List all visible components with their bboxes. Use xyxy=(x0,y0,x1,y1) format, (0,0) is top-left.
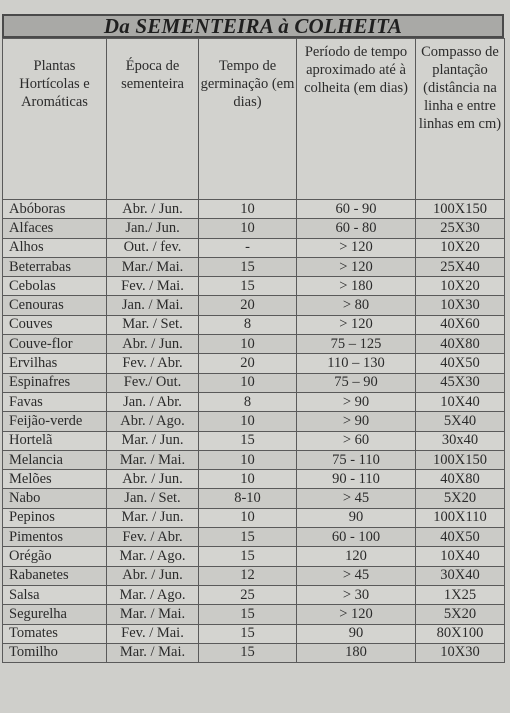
cell-sowing-period: Jan. / Set. xyxy=(107,489,199,508)
planting-table xyxy=(2,38,505,663)
cell-sowing-period: Fev. / Mai. xyxy=(107,277,199,296)
cell-sowing-period: Mar. / Mai. xyxy=(107,605,199,624)
cell-sowing-period: Mar. / Mai. xyxy=(107,450,199,469)
cell-harvest-days: > 60 xyxy=(297,431,416,450)
cell-harvest-days: 120 xyxy=(297,547,416,566)
cell-sowing-period: Fev. / Mai. xyxy=(107,624,199,643)
table-row xyxy=(3,489,505,508)
cell-sowing-period: Mar. / Ago. xyxy=(107,547,199,566)
cell-harvest-days: > 180 xyxy=(297,277,416,296)
cell-germination-days: 15 xyxy=(199,624,297,643)
cell-germination-days: 10 xyxy=(199,412,297,431)
table-row xyxy=(3,585,505,604)
cell-sowing-period: Abr. / Jun. xyxy=(107,200,199,219)
cell-sowing-period: Jan. / Abr. xyxy=(107,392,199,411)
cell-spacing: 30X40 xyxy=(416,566,505,585)
cell-harvest-days: > 120 xyxy=(297,238,416,257)
table-row xyxy=(3,450,505,469)
cell-sowing-period: Out. / fev. xyxy=(107,238,199,257)
cell-sowing-period: Abr. / Ago. xyxy=(107,412,199,431)
table-row xyxy=(3,470,505,489)
cell-spacing: 40X80 xyxy=(416,470,505,489)
cell-plant-name: Alhos xyxy=(3,238,107,257)
table-row xyxy=(3,257,505,276)
table-row xyxy=(3,392,505,411)
cell-sowing-period: Abr. / Jun. xyxy=(107,566,199,585)
table-title-bar xyxy=(2,14,504,38)
cell-harvest-days: > 90 xyxy=(297,392,416,411)
cell-harvest-days: > 30 xyxy=(297,585,416,604)
table-row xyxy=(3,219,505,238)
cell-harvest-days: 60 - 80 xyxy=(297,219,416,238)
cell-germination-days: 10 xyxy=(199,335,297,354)
cell-plant-name: Cebolas xyxy=(3,277,107,296)
cell-sowing-period: Jan. / Mai. xyxy=(107,296,199,315)
cell-germination-days: 8 xyxy=(199,315,297,334)
cell-harvest-days: 60 - 100 xyxy=(297,528,416,547)
cell-plant-name: Melancia xyxy=(3,450,107,469)
header-harvest-time: Período de tempo aproximado até à colheita (em dias) xyxy=(297,39,416,200)
cell-harvest-days: 90 - 110 xyxy=(297,470,416,489)
cell-plant-name: Salsa xyxy=(3,585,107,604)
cell-spacing: 40X80 xyxy=(416,335,505,354)
cell-plant-name: Rabanetes xyxy=(3,566,107,585)
table-row xyxy=(3,315,505,334)
header-spacing: Compasso de plantação (distância na linha e entre linhas em cm) xyxy=(416,39,505,200)
cell-germination-days: 20 xyxy=(199,354,297,373)
cell-sowing-period: Abr. / Jun. xyxy=(107,335,199,354)
cell-germination-days: 15 xyxy=(199,431,297,450)
table-row xyxy=(3,547,505,566)
cell-harvest-days: 75 – 125 xyxy=(297,335,416,354)
table-row xyxy=(3,373,505,392)
cell-plant-name: Tomates xyxy=(3,624,107,643)
cell-germination-days: 10 xyxy=(199,373,297,392)
cell-germination-days: 15 xyxy=(199,605,297,624)
cell-plant-name: Cenouras xyxy=(3,296,107,315)
cell-plant-name: Couve-flor xyxy=(3,335,107,354)
cell-harvest-days: > 120 xyxy=(297,257,416,276)
table-row xyxy=(3,528,505,547)
cell-germination-days: 10 xyxy=(199,508,297,527)
header-germination-time: Tempo de germinação (em dias) xyxy=(199,39,297,200)
cell-sowing-period: Jan./ Jun. xyxy=(107,219,199,238)
cell-sowing-period: Mar. / Mai. xyxy=(107,643,199,662)
table-title: Da SEMENTEIRA à COLHEITA xyxy=(103,14,403,38)
cell-harvest-days: 110 – 130 xyxy=(297,354,416,373)
table-row xyxy=(3,238,505,257)
cell-germination-days: 15 xyxy=(199,643,297,662)
table-row xyxy=(3,643,505,662)
cell-harvest-days: 75 – 90 xyxy=(297,373,416,392)
cell-plant-name: Favas xyxy=(3,392,107,411)
table-body xyxy=(3,200,505,663)
cell-germination-days: 15 xyxy=(199,528,297,547)
cell-germination-days: 12 xyxy=(199,566,297,585)
cell-harvest-days: 75 - 110 xyxy=(297,450,416,469)
cell-spacing: 30x40 xyxy=(416,431,505,450)
cell-spacing: 40X60 xyxy=(416,315,505,334)
header-plants: Plantas Hortícolas e Aromáticas xyxy=(3,39,107,200)
cell-spacing: 10X30 xyxy=(416,296,505,315)
cell-sowing-period: Fev./ Out. xyxy=(107,373,199,392)
cell-spacing: 10X20 xyxy=(416,277,505,296)
cell-harvest-days: > 45 xyxy=(297,489,416,508)
cell-sowing-period: Fev. / Abr. xyxy=(107,528,199,547)
cell-spacing: 100X150 xyxy=(416,450,505,469)
table-row xyxy=(3,605,505,624)
cell-plant-name: Melões xyxy=(3,470,107,489)
cell-harvest-days: 90 xyxy=(297,624,416,643)
cell-plant-name: Beterrabas xyxy=(3,257,107,276)
cell-plant-name: Feijão-verde xyxy=(3,412,107,431)
cell-spacing: 80X100 xyxy=(416,624,505,643)
cell-harvest-days: 90 xyxy=(297,508,416,527)
table-row xyxy=(3,296,505,315)
cell-harvest-days: > 80 xyxy=(297,296,416,315)
cell-spacing: 10X20 xyxy=(416,238,505,257)
cell-germination-days: 10 xyxy=(199,219,297,238)
cell-plant-name: Ervilhas xyxy=(3,354,107,373)
cell-sowing-period: Mar./ Mai. xyxy=(107,257,199,276)
table-row xyxy=(3,277,505,296)
cell-spacing: 25X40 xyxy=(416,257,505,276)
cell-harvest-days: 180 xyxy=(297,643,416,662)
cell-spacing: 5X20 xyxy=(416,605,505,624)
cell-germination-days: - xyxy=(199,238,297,257)
cell-plant-name: Nabo xyxy=(3,489,107,508)
cell-spacing: 100X150 xyxy=(416,200,505,219)
table-row xyxy=(3,200,505,219)
table-row xyxy=(3,508,505,527)
cell-germination-days: 8 xyxy=(199,392,297,411)
table-row xyxy=(3,431,505,450)
cell-sowing-period: Fev. / Abr. xyxy=(107,354,199,373)
cell-spacing: 5X20 xyxy=(416,489,505,508)
cell-plant-name: Segurelha xyxy=(3,605,107,624)
cell-plant-name: Abóboras xyxy=(3,200,107,219)
table-row xyxy=(3,354,505,373)
cell-spacing: 40X50 xyxy=(416,354,505,373)
cell-sowing-period: Mar. / Ago. xyxy=(107,585,199,604)
header-sowing-period: Época de sementeira xyxy=(107,39,199,200)
cell-germination-days: 15 xyxy=(199,277,297,296)
cell-plant-name: Pimentos xyxy=(3,528,107,547)
cell-plant-name: Espinafres xyxy=(3,373,107,392)
table-frame xyxy=(2,14,504,711)
cell-spacing: 40X50 xyxy=(416,528,505,547)
cell-harvest-days: 60 - 90 xyxy=(297,200,416,219)
cell-sowing-period: Mar. / Set. xyxy=(107,315,199,334)
cell-spacing: 25X30 xyxy=(416,219,505,238)
table-row xyxy=(3,566,505,585)
cell-germination-days: 25 xyxy=(199,585,297,604)
cell-harvest-days: > 120 xyxy=(297,605,416,624)
cell-spacing: 100X110 xyxy=(416,508,505,527)
cell-spacing: 1X25 xyxy=(416,585,505,604)
cell-sowing-period: Abr. / Jun. xyxy=(107,470,199,489)
cell-germination-days: 10 xyxy=(199,200,297,219)
table-row xyxy=(3,624,505,643)
cell-germination-days: 20 xyxy=(199,296,297,315)
cell-germination-days: 15 xyxy=(199,257,297,276)
cell-germination-days: 10 xyxy=(199,450,297,469)
cell-harvest-days: > 120 xyxy=(297,315,416,334)
cell-germination-days: 8-10 xyxy=(199,489,297,508)
cell-plant-name: Pepinos xyxy=(3,508,107,527)
cell-spacing: 5X40 xyxy=(416,412,505,431)
cell-spacing: 10X40 xyxy=(416,392,505,411)
cell-plant-name: Hortelã xyxy=(3,431,107,450)
cell-spacing: 10X40 xyxy=(416,547,505,566)
cell-sowing-period: Mar. / Jun. xyxy=(107,508,199,527)
cell-sowing-period: Mar. / Jun. xyxy=(107,431,199,450)
table-row xyxy=(3,412,505,431)
header-row xyxy=(3,39,505,200)
cell-harvest-days: > 45 xyxy=(297,566,416,585)
cell-spacing: 45X30 xyxy=(416,373,505,392)
cell-plant-name: Couves xyxy=(3,315,107,334)
table-row xyxy=(3,335,505,354)
cell-spacing: 10X30 xyxy=(416,643,505,662)
cell-germination-days: 15 xyxy=(199,547,297,566)
cell-harvest-days: > 90 xyxy=(297,412,416,431)
cell-plant-name: Alfaces xyxy=(3,219,107,238)
cell-plant-name: Tomilho xyxy=(3,643,107,662)
cell-germination-days: 10 xyxy=(199,470,297,489)
cell-plant-name: Orégão xyxy=(3,547,107,566)
